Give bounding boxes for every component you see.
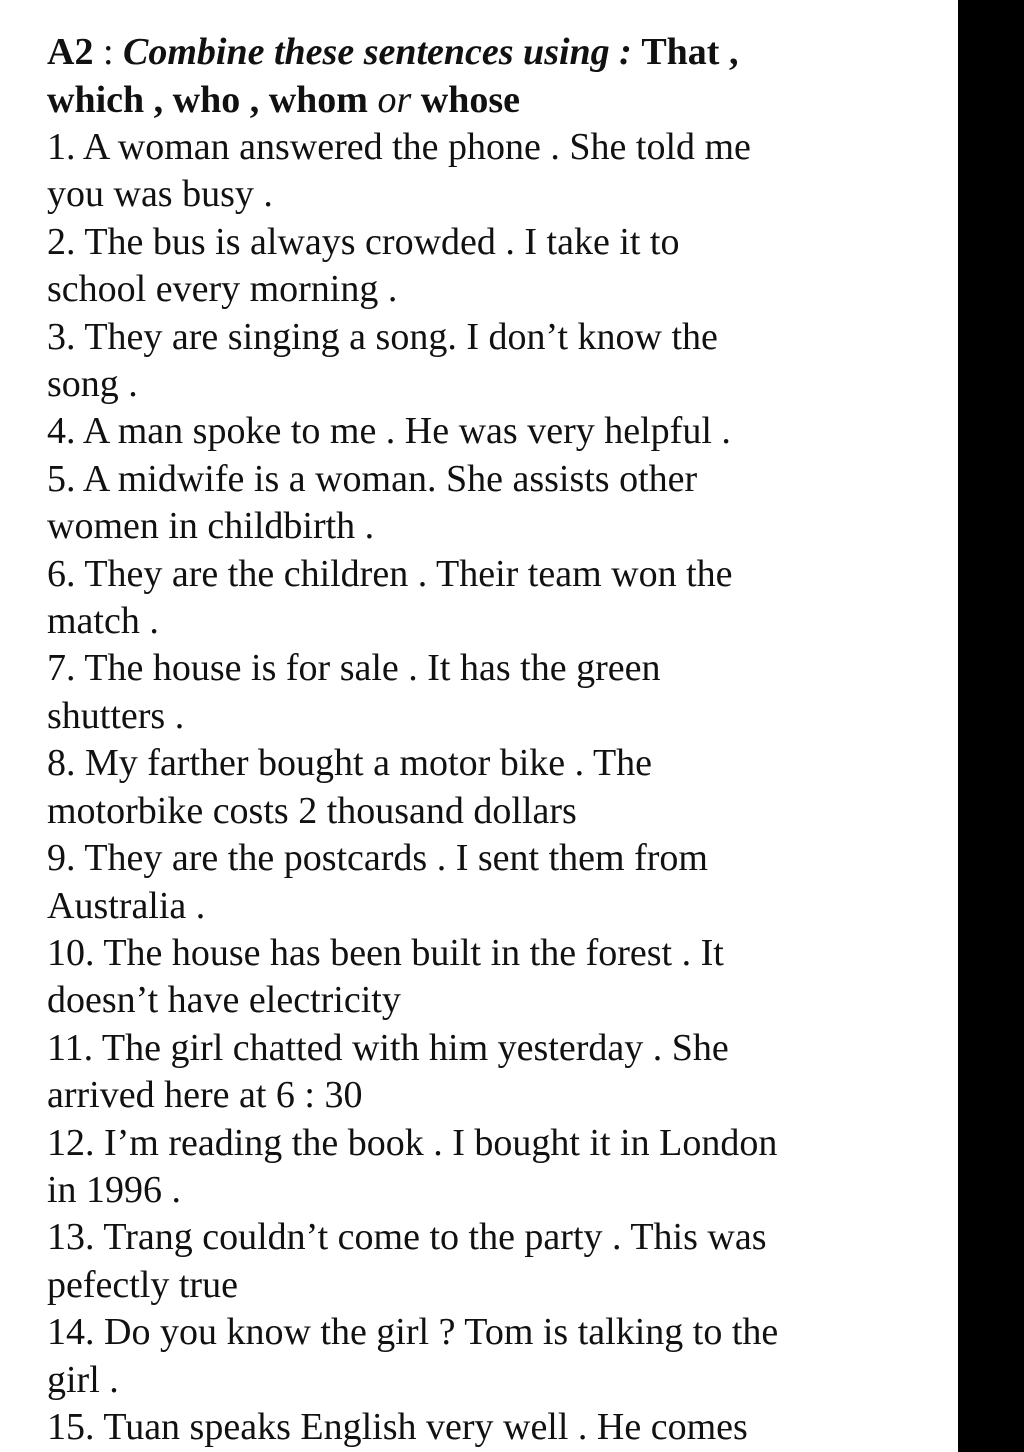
exercise-heading <box>47 28 947 124</box>
item-5-line-1: 5. A midwife is a woman. She assists other <box>47 457 698 500</box>
item-8-line-2: motorbike costs 2 thousand dollars <box>47 789 577 832</box>
item-7-line-1: 7. The house is for sale . It has the green <box>47 647 661 690</box>
item-5-line-2: women in childbirth . <box>47 505 375 548</box>
or-word: or <box>377 79 412 121</box>
right-edge-bar <box>958 0 1024 1452</box>
item-2-line-2: school every morning . <box>47 268 398 311</box>
item-11-line-1: 11. The girl chatted with him yesterday . She <box>47 1026 729 1069</box>
item-12-line-2: in 1996 . <box>47 1168 182 1211</box>
relative-words-line2a: which , who , whom <box>47 79 378 121</box>
exercise-label: A2 <box>47 31 94 73</box>
item-1-line-2: you was busy . <box>47 173 273 216</box>
item-13-line-1: 13. Trang couldn’t come to the party . This was <box>47 1216 767 1259</box>
item-10-line-2: doesn’t have electricity <box>47 979 401 1022</box>
item-10-line-1: 10. The house has been built in the forest . It <box>47 931 724 974</box>
item-8-line-1: 8. My farther bought a motor bike . The <box>47 742 653 785</box>
item-1-line-1: 1. A woman answered the phone . She told me <box>47 126 751 168</box>
item-7-line-2: shutters . <box>47 694 185 737</box>
item-11-line-2: arrived here at 6 : 30 <box>47 1074 363 1117</box>
relative-words-line2b: whose <box>411 79 520 121</box>
exercise-instruction: Combine these sentences using : <box>123 31 642 73</box>
item-6-line-2: match . <box>47 600 159 643</box>
item-4-line-1: 4. A man spoke to me . He was very helpful . <box>47 410 731 453</box>
item-9-line-1: 9. They are the postcards . I sent them from <box>47 837 708 880</box>
item-15-line-1: 15. Tuan speaks English very well . He comes <box>47 1405 748 1448</box>
item-14-line-2: girl . <box>47 1358 119 1401</box>
item-6-line-1: 6. They are the children . Their team won the <box>47 552 733 595</box>
relative-words-line1: That , <box>641 31 739 73</box>
worksheet-content <box>47 28 947 1451</box>
item-9-line-2: Australia . <box>47 884 206 927</box>
item-3-line-1: 3. They are singing a song. I don’t know the <box>47 315 718 358</box>
item-2-line-1: 2. The bus is always crowded . I take it to <box>47 220 680 263</box>
item-3-line-2: song . <box>47 363 138 406</box>
item-14-line-1: 14. Do you know the girl ? Tom is talking to the <box>47 1311 779 1354</box>
heading-separator: : <box>93 31 124 73</box>
item-12-line-1: 12. I’m reading the book . I bought it in London <box>47 1121 778 1164</box>
item-13-line-2: pefectly true <box>47 1263 238 1306</box>
